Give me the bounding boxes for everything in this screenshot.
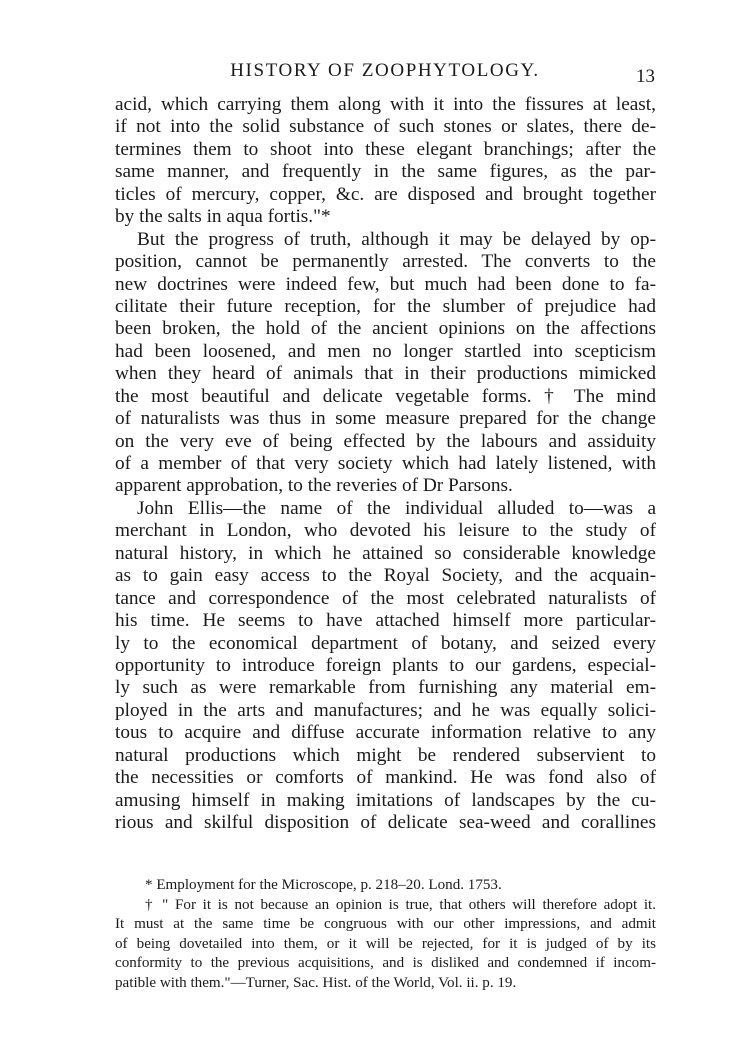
text-line: But the progress of truth, although it may be delayed by op- [137,228,656,250]
text-line: on the very eve of being effected by the labours and assiduity [115,430,656,452]
text-line: ly to the economical department of botany, and seized every [115,632,656,654]
text-line: the most beautiful and delicate vegetable forms. † The mind [115,385,656,407]
text-line: tous to acquire and diffuse accurate information relative to any [115,722,656,744]
footnote-line: * Employment for the Microscope, p. 218–20. Lond. 1753. [145,877,502,893]
text-line: been broken, the hold of the ancient opinions on the affections [115,318,656,340]
text-line: tance and correspondence of the most celebrated naturalists of [115,587,656,609]
text-line: natural productions which might be rendered subservient to [115,744,656,766]
footnote-line: of being dovetailed into them, or it will be rejected, for it is judged of by its [115,935,656,952]
text-line: ployed in the arts and manufactures; and he was equally solici- [115,699,656,721]
footnote-line: patible with them."—Turner, Sac. Hist. of the World, Vol. ii. p. 19. [115,974,517,991]
page-number: 13 [636,66,655,87]
text-line: John Ellis—the name of the individual alluded to—was a [137,497,656,519]
text-line: same manner, and frequently in the same figures, as the par- [115,161,656,183]
text-line: had been loosened, and men no longer startled into scepticism [115,340,656,362]
running-head [115,60,655,90]
text-line: when they heard of animals that in their productions mimicked [115,363,656,385]
footnote-line: conformity to the previous acquisitions, and is disliked and condemned if incom- [115,955,656,971]
text-line: rious and skilful disposition of delicate sea-weed and corallines [115,812,656,833]
footnote-line: † " For it is not because an opinion is true, that others will therefore adopt it. [145,896,656,913]
text-line: merchant in London, who devoted his leisure to the study of [115,520,656,542]
text-line: his time. He seems to have attached himself more particular- [115,610,656,632]
text-line: of a member of that very society which had lately listened, with [115,453,656,474]
text-line: position, cannot be permanently arrested. The converts to the [115,251,656,273]
text-line: cilitate their future reception, for the slumber of prejudice had [115,295,656,317]
footnotes [115,876,656,993]
text-line: as to gain easy access to the Royal Society, and the acquain- [115,565,656,587]
running-title: HISTORY OF ZOOPHYTOLOGY. [230,60,540,81]
text-line: opportunity to introduce foreign plants to our gardens, especial- [115,654,656,676]
text-line: if not into the solid substance of such stones or slates, there de- [115,116,656,138]
text-line: termines them to shoot into these elegant branchings; after the [115,138,656,160]
text-line: ticles of mercury, copper, &c. are disposed and brought together [115,183,656,205]
text-line: by the salts in aqua fortis."* [115,206,331,228]
text-line: of naturalists was thus in some measure prepared for the change [115,408,656,430]
text-line: amusing himself in making imitations of landscapes by the cu- [115,789,656,811]
footnote-line: It must at the same time be congruous with our other impressions, and admit [115,916,656,932]
text-line: acid, which carrying them along with it into the fissures at least, [115,94,656,115]
text-line: apparent approbation, to the reveries of Dr Parsons. [115,475,513,497]
body-text [115,94,656,834]
text-line: ly such as were remarkable from furnishing any material em- [115,677,656,699]
text-line: new doctrines were indeed few, but much had been done to fa- [115,273,656,295]
text-line: the necessities or comforts of mankind. He was fond also of [115,767,656,789]
text-line: natural history, in which he attained so considerable knowledge [115,542,656,564]
